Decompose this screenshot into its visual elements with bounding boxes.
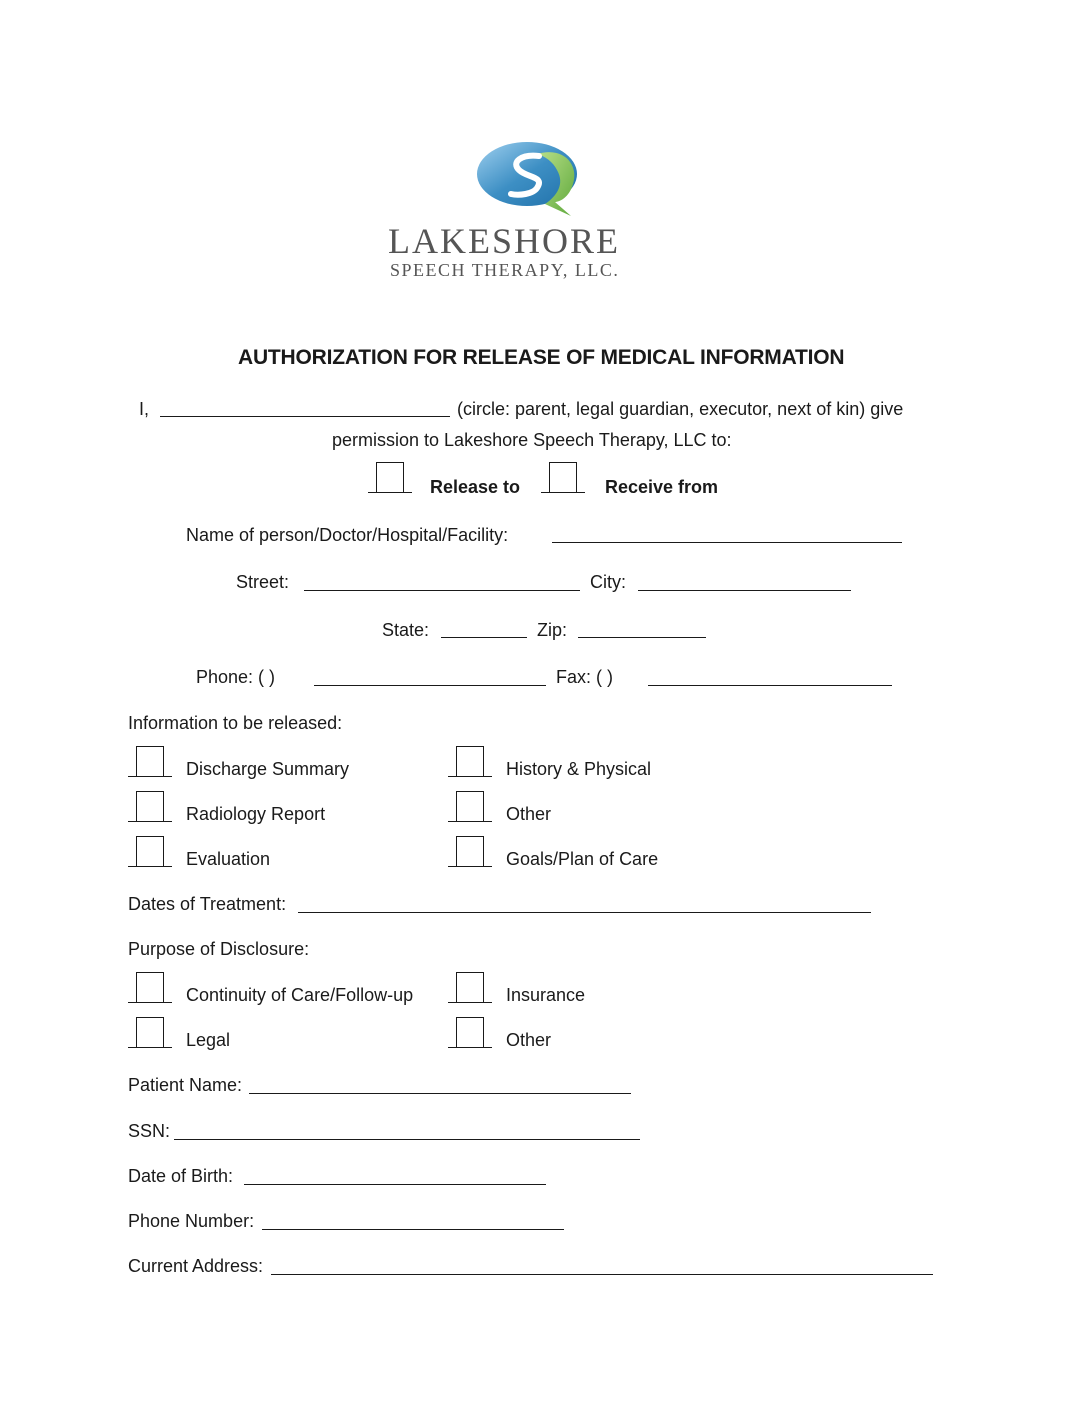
zip-field[interactable]: [578, 637, 706, 638]
goals-plan-of-care-checkbox[interactable]: [448, 836, 492, 870]
information-other-label: Other: [506, 804, 552, 824]
purpose-other-checkbox[interactable]: [448, 1017, 492, 1051]
history-physical-label: History & Physical: [506, 759, 652, 779]
company-logo: [380, 140, 680, 280]
release-to-checkbox[interactable]: [368, 462, 412, 496]
legal-checkbox[interactable]: [128, 1017, 172, 1051]
city-field[interactable]: [638, 590, 851, 591]
fax-label: Fax: ( ): [556, 667, 613, 687]
dates-of-treatment-field[interactable]: [298, 912, 871, 913]
patient-name-label: Patient Name:: [128, 1075, 243, 1095]
purpose-other-label: Other: [506, 1030, 552, 1050]
page-title: AUTHORIZATION FOR RELEASE OF MEDICAL INFORMATION: [238, 346, 845, 369]
logo-name: LAKESHORE: [388, 221, 620, 261]
patient-phone-field[interactable]: [262, 1229, 564, 1230]
recipient-phone-field[interactable]: [314, 685, 546, 686]
continuity-of-care-label: Continuity of Care/Follow-up: [186, 985, 414, 1005]
patient-phone-label: Phone Number:: [128, 1211, 255, 1231]
current-address-field[interactable]: [271, 1274, 933, 1275]
recipient-name-label: Name of person/Doctor/Hospital/Facility:: [186, 525, 509, 545]
insurance-checkbox[interactable]: [448, 972, 492, 1006]
recipient-name-field[interactable]: [552, 542, 902, 543]
release-to-label: Release to: [430, 477, 521, 497]
logo-subtitle: SPEECH THERAPY, LLC.: [390, 260, 620, 280]
radiology-report-checkbox[interactable]: [128, 791, 172, 825]
evaluation-label: Evaluation: [186, 849, 271, 869]
speech-bubble-logo-icon: [475, 140, 585, 220]
receive-from-label: Receive from: [605, 477, 719, 497]
intro-circle-text: (circle: parent, legal guardian, executor, next of kin) give: [457, 399, 904, 419]
date-of-birth-field[interactable]: [244, 1184, 546, 1185]
date-of-birth-label: Date of Birth:: [128, 1166, 234, 1186]
evaluation-checkbox[interactable]: [128, 836, 172, 870]
continuity-of-care-checkbox[interactable]: [128, 972, 172, 1006]
insurance-label: Insurance: [506, 985, 586, 1005]
street-label: Street:: [236, 572, 290, 592]
street-field[interactable]: [304, 590, 580, 591]
legal-label: Legal: [186, 1030, 231, 1050]
patient-name-field[interactable]: [249, 1093, 631, 1094]
current-address-label: Current Address:: [128, 1256, 264, 1276]
intro-prefix: I,: [139, 399, 150, 419]
state-field[interactable]: [441, 637, 527, 638]
discharge-summary-checkbox[interactable]: [128, 746, 172, 780]
intro-permission-text: permission to Lakeshore Speech Therapy, LLC to:: [332, 430, 732, 450]
information-heading: Information to be released:: [128, 713, 343, 733]
information-other-checkbox[interactable]: [448, 791, 492, 825]
ssn-field[interactable]: [174, 1139, 640, 1140]
zip-label: Zip:: [537, 620, 568, 640]
signer-name-field[interactable]: [160, 416, 450, 417]
radiology-report-label: Radiology Report: [186, 804, 326, 824]
goals-plan-of-care-label: Goals/Plan of Care: [506, 849, 659, 869]
ssn-label: SSN:: [128, 1121, 171, 1141]
fax-field[interactable]: [648, 685, 892, 686]
dates-of-treatment-label: Dates of Treatment:: [128, 894, 287, 914]
city-label: City:: [590, 572, 626, 592]
discharge-summary-label: Discharge Summary: [186, 759, 350, 779]
purpose-heading: Purpose of Disclosure:: [128, 939, 310, 959]
recipient-phone-label: Phone: ( ): [196, 667, 276, 687]
history-physical-checkbox[interactable]: [448, 746, 492, 780]
state-label: State:: [382, 620, 430, 640]
receive-from-checkbox[interactable]: [541, 462, 585, 496]
